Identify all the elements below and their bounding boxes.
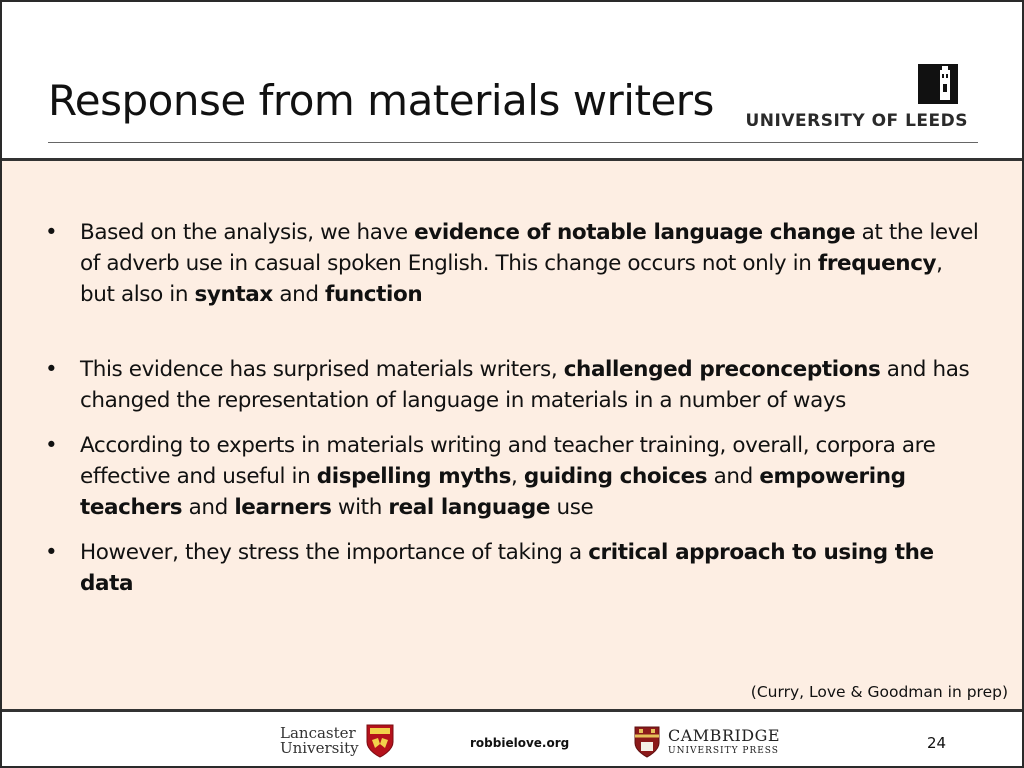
bullet-item: • However, they stress the importance of taking a critical approach to using the data: [40, 537, 982, 599]
lancaster-shield-icon: [366, 724, 394, 758]
cambridge-shield-icon: [634, 726, 660, 758]
website-link[interactable]: robbielove.org: [470, 736, 570, 750]
citation: (Curry, Love & Goodman in prep): [750, 683, 1008, 701]
content-panel: [2, 158, 1022, 712]
bullet-list: [40, 217, 982, 599]
slide-title: Response from materials writers: [48, 76, 714, 125]
footer: [2, 712, 1022, 766]
bullet-item: • This evidence has surprised materials writers, challenged preconceptions and has changed the representation of language in materials in a number of ways: [40, 354, 982, 416]
page-number: 24: [927, 734, 947, 752]
leeds-tower-icon: [918, 64, 958, 104]
university-of-leeds-logo: [745, 64, 968, 134]
bullet-icon: •: [45, 540, 58, 565]
bullet-icon: •: [45, 357, 58, 382]
title-divider: [48, 142, 978, 143]
bullet-icon: •: [45, 433, 58, 458]
cambridge-subtitle: UNIVERSITY PRESS: [668, 746, 779, 756]
bullet-item: • According to experts in materials writing and teacher training, overall, corpora are effective and useful in dispelling myths, guiding choices and empowering teachers and learners with real language use: [40, 430, 982, 523]
lancaster-wordmark: Lancaster University: [280, 724, 359, 757]
bullet-icon: •: [45, 220, 58, 245]
cambridge-university-press-logo: [634, 724, 784, 764]
bullet-item: • Based on the analysis, we have evidence of notable language change at the level of adverb use in casual spoken English. This change occurs not only in frequency, but also in syntax and function: [40, 217, 982, 310]
lancaster-university-logo: [280, 724, 396, 764]
leeds-wordmark: UNIVERSITY OF LEEDS: [745, 111, 968, 131]
cambridge-wordmark: CAMBRIDGE: [668, 726, 781, 745]
